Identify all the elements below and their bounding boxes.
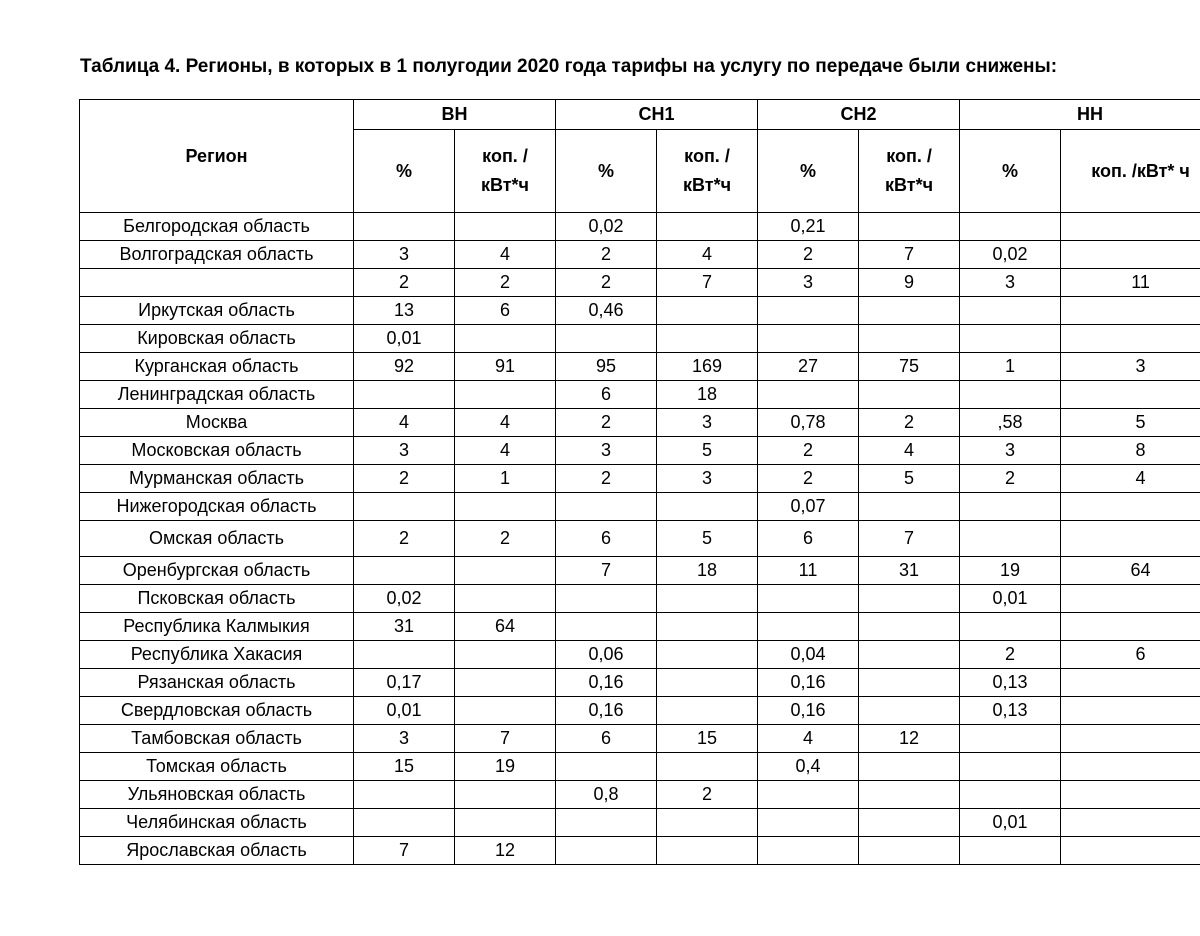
value-cell: 7 [859,241,960,269]
value-cell [354,381,455,409]
value-cell: 0,46 [556,297,657,325]
value-cell [657,809,758,837]
value-cell: 5 [1061,409,1200,437]
value-cell: 4 [758,725,859,753]
value-cell: 3 [758,269,859,297]
value-cell [758,297,859,325]
value-cell: 0,01 [960,809,1061,837]
header-group-sn1: СН1 [556,100,758,130]
table-row [80,213,1200,241]
value-cell: 3 [960,269,1061,297]
value-cell [354,557,455,585]
table-row [80,297,1200,325]
region-cell [80,269,354,297]
region-cell: Оренбургская область [80,557,354,585]
value-cell: 4 [455,241,556,269]
value-cell: 2 [354,521,455,557]
value-cell [1061,781,1200,809]
region-cell: Ленинградская область [80,381,354,409]
value-cell [1061,837,1200,865]
value-cell: 3 [354,725,455,753]
value-cell: 2 [657,781,758,809]
value-cell [455,669,556,697]
value-cell: 3 [657,465,758,493]
value-cell: 0,16 [758,669,859,697]
header-unit-kop: коп. /кВт*ч [455,130,556,213]
value-cell: 0,16 [556,669,657,697]
value-cell [1061,213,1200,241]
value-cell [1061,297,1200,325]
value-cell: 91 [455,353,556,381]
value-cell: 4 [354,409,455,437]
region-cell: Челябинская область [80,809,354,837]
value-cell: 0,01 [960,585,1061,613]
region-cell: Томская область [80,753,354,781]
value-cell: 13 [354,297,455,325]
value-cell [1061,809,1200,837]
value-cell: 19 [960,557,1061,585]
value-cell: 27 [758,353,859,381]
value-cell: 0,02 [960,241,1061,269]
value-cell [657,613,758,641]
value-cell: 12 [859,725,960,753]
value-cell: 2 [758,437,859,465]
value-cell: 7 [556,557,657,585]
value-cell: 0,16 [556,697,657,725]
value-cell [859,381,960,409]
region-cell: Свердловская область [80,697,354,725]
value-cell [556,613,657,641]
table-body [80,213,1200,865]
value-cell [556,493,657,521]
value-cell: 2 [556,241,657,269]
value-cell [859,493,960,521]
value-cell: 3 [354,241,455,269]
value-cell: 6 [556,521,657,557]
table-row [80,381,1200,409]
value-cell [657,325,758,353]
value-cell [455,213,556,241]
header-unit-percent: % [354,130,455,213]
value-cell [657,641,758,669]
value-cell [556,585,657,613]
value-cell [758,809,859,837]
value-cell: 2 [859,409,960,437]
value-cell: 2 [758,241,859,269]
value-cell: 1 [960,353,1061,381]
region-cell: Республика Хакасия [80,641,354,669]
value-cell [1061,585,1200,613]
value-cell: 2 [354,465,455,493]
value-cell [657,585,758,613]
table-row [80,837,1200,865]
value-cell: 3 [960,437,1061,465]
value-cell [1061,493,1200,521]
value-cell [1061,613,1200,641]
value-cell: 7 [354,837,455,865]
region-cell: Волгоградская область [80,241,354,269]
value-cell: 15 [354,753,455,781]
value-cell [455,381,556,409]
table-row [80,641,1200,669]
value-cell: 19 [455,753,556,781]
value-cell: 5 [859,465,960,493]
value-cell [758,381,859,409]
table-row [80,269,1200,297]
table-title: Таблица 4. Регионы, в которых в 1 полугодии 2020 года тарифы на услугу по передаче были снижены: [80,56,1058,77]
value-cell [1061,669,1200,697]
value-cell: 3 [1061,353,1200,381]
table-row [80,493,1200,521]
value-cell [354,781,455,809]
value-cell [657,697,758,725]
value-cell [556,753,657,781]
value-cell [657,753,758,781]
table-row [80,585,1200,613]
value-cell: ,58 [960,409,1061,437]
value-cell: 0,16 [758,697,859,725]
value-cell: 5 [657,521,758,557]
value-cell [859,641,960,669]
value-cell [758,781,859,809]
value-cell: 3 [556,437,657,465]
value-cell: 18 [657,381,758,409]
value-cell: 31 [354,613,455,641]
value-cell: 6 [455,297,556,325]
value-cell: 64 [455,613,556,641]
header-group-nn: НН [960,100,1200,130]
header-unit-percent: % [960,130,1061,213]
table-row [80,241,1200,269]
region-cell: Псковская область [80,585,354,613]
value-cell [859,837,960,865]
value-cell: 12 [455,837,556,865]
value-cell [859,753,960,781]
value-cell [1061,697,1200,725]
value-cell: 0,21 [758,213,859,241]
value-cell: 2 [556,269,657,297]
value-cell [960,521,1061,557]
value-cell: 0,04 [758,641,859,669]
header-group-sn2: СН2 [758,100,960,130]
value-cell [859,213,960,241]
value-cell [455,493,556,521]
value-cell [859,809,960,837]
value-cell [859,613,960,641]
header-unit-percent: % [758,130,859,213]
value-cell: 0,13 [960,697,1061,725]
value-cell [1061,725,1200,753]
value-cell [657,213,758,241]
value-cell: 15 [657,725,758,753]
value-cell: 2 [758,465,859,493]
value-cell [354,493,455,521]
value-cell: 0,17 [354,669,455,697]
value-cell [455,585,556,613]
value-cell: 2 [556,409,657,437]
value-cell [1061,381,1200,409]
region-cell: Курганская область [80,353,354,381]
value-cell: 0,02 [556,213,657,241]
value-cell [859,585,960,613]
value-cell: 75 [859,353,960,381]
region-cell: Москва [80,409,354,437]
table-row [80,353,1200,381]
value-cell [859,697,960,725]
value-cell [1061,753,1200,781]
value-cell [960,493,1061,521]
table-row [80,521,1200,557]
value-cell: 2 [960,465,1061,493]
region-cell: Белгородская область [80,213,354,241]
table-row [80,465,1200,493]
value-cell [657,837,758,865]
value-cell: 0,78 [758,409,859,437]
value-cell: 11 [758,557,859,585]
region-cell: Республика Калмыкия [80,613,354,641]
table-row [80,781,1200,809]
value-cell: 2 [556,465,657,493]
region-cell: Мурманская область [80,465,354,493]
table-row [80,753,1200,781]
region-cell: Иркутская область [80,297,354,325]
value-cell [354,641,455,669]
table-row [80,669,1200,697]
value-cell: 0,02 [354,585,455,613]
header-unit-kop: коп. /кВт* ч [1061,130,1200,213]
value-cell: 31 [859,557,960,585]
value-cell: 4 [859,437,960,465]
value-cell [455,781,556,809]
header-unit-kop: коп. /кВт*ч [859,130,960,213]
value-cell [758,837,859,865]
value-cell: 6 [556,725,657,753]
value-cell: 95 [556,353,657,381]
value-cell: 2 [455,269,556,297]
value-cell: 4 [455,409,556,437]
region-cell: Омская область [80,521,354,557]
value-cell: 18 [657,557,758,585]
value-cell: 4 [657,241,758,269]
header-unit-percent: % [556,130,657,213]
value-cell [859,669,960,697]
region-cell: Нижегородская область [80,493,354,521]
value-cell [657,297,758,325]
value-cell: 3 [657,409,758,437]
value-cell [455,557,556,585]
header-region: Регион [80,100,354,213]
table-row [80,809,1200,837]
value-cell: 5 [657,437,758,465]
value-cell: 4 [455,437,556,465]
value-cell [859,325,960,353]
table-row [80,697,1200,725]
value-cell: 169 [657,353,758,381]
value-cell [1061,325,1200,353]
table-row [80,557,1200,585]
value-cell [657,493,758,521]
value-cell [758,325,859,353]
header-unit-kop: коп. /кВт*ч [657,130,758,213]
table-row [80,725,1200,753]
region-cell: Рязанская область [80,669,354,697]
value-cell: 0,8 [556,781,657,809]
value-cell: 8 [1061,437,1200,465]
value-cell: 9 [859,269,960,297]
value-cell [556,325,657,353]
value-cell: 0,07 [758,493,859,521]
region-cell: Ярославская область [80,837,354,865]
value-cell: 1 [455,465,556,493]
table-row [80,409,1200,437]
value-cell [1061,521,1200,557]
region-cell: Тамбовская область [80,725,354,753]
value-cell [960,753,1061,781]
value-cell [354,809,455,837]
value-cell: 3 [354,437,455,465]
value-cell: 4 [1061,465,1200,493]
value-cell: 0,4 [758,753,859,781]
value-cell [859,297,960,325]
value-cell: 0,01 [354,325,455,353]
value-cell [859,781,960,809]
value-cell [758,585,859,613]
value-cell [455,325,556,353]
region-cell: Кировская область [80,325,354,353]
value-cell [960,297,1061,325]
value-cell [960,837,1061,865]
table-row [80,325,1200,353]
value-cell [960,781,1061,809]
value-cell: 0,06 [556,641,657,669]
value-cell: 6 [1061,641,1200,669]
value-cell: 6 [556,381,657,409]
table-row [80,613,1200,641]
value-cell [455,697,556,725]
value-cell: 7 [859,521,960,557]
value-cell [657,669,758,697]
value-cell: 6 [758,521,859,557]
value-cell [455,809,556,837]
tariff-table [79,99,1200,865]
table-row [80,437,1200,465]
value-cell [354,213,455,241]
value-cell [960,325,1061,353]
value-cell [556,809,657,837]
value-cell: 92 [354,353,455,381]
value-cell: 0,13 [960,669,1061,697]
value-cell [960,725,1061,753]
value-cell: 2 [455,521,556,557]
value-cell: 64 [1061,557,1200,585]
value-cell: 7 [455,725,556,753]
value-cell: 2 [960,641,1061,669]
value-cell [1061,241,1200,269]
region-cell: Московская область [80,437,354,465]
value-cell [960,381,1061,409]
region-cell: Ульяновская область [80,781,354,809]
value-cell [960,613,1061,641]
value-cell [960,213,1061,241]
value-cell [455,641,556,669]
header-group-vn: ВН [354,100,556,130]
value-cell [556,837,657,865]
value-cell: 7 [657,269,758,297]
value-cell [758,613,859,641]
value-cell: 11 [1061,269,1200,297]
value-cell: 0,01 [354,697,455,725]
value-cell: 2 [354,269,455,297]
